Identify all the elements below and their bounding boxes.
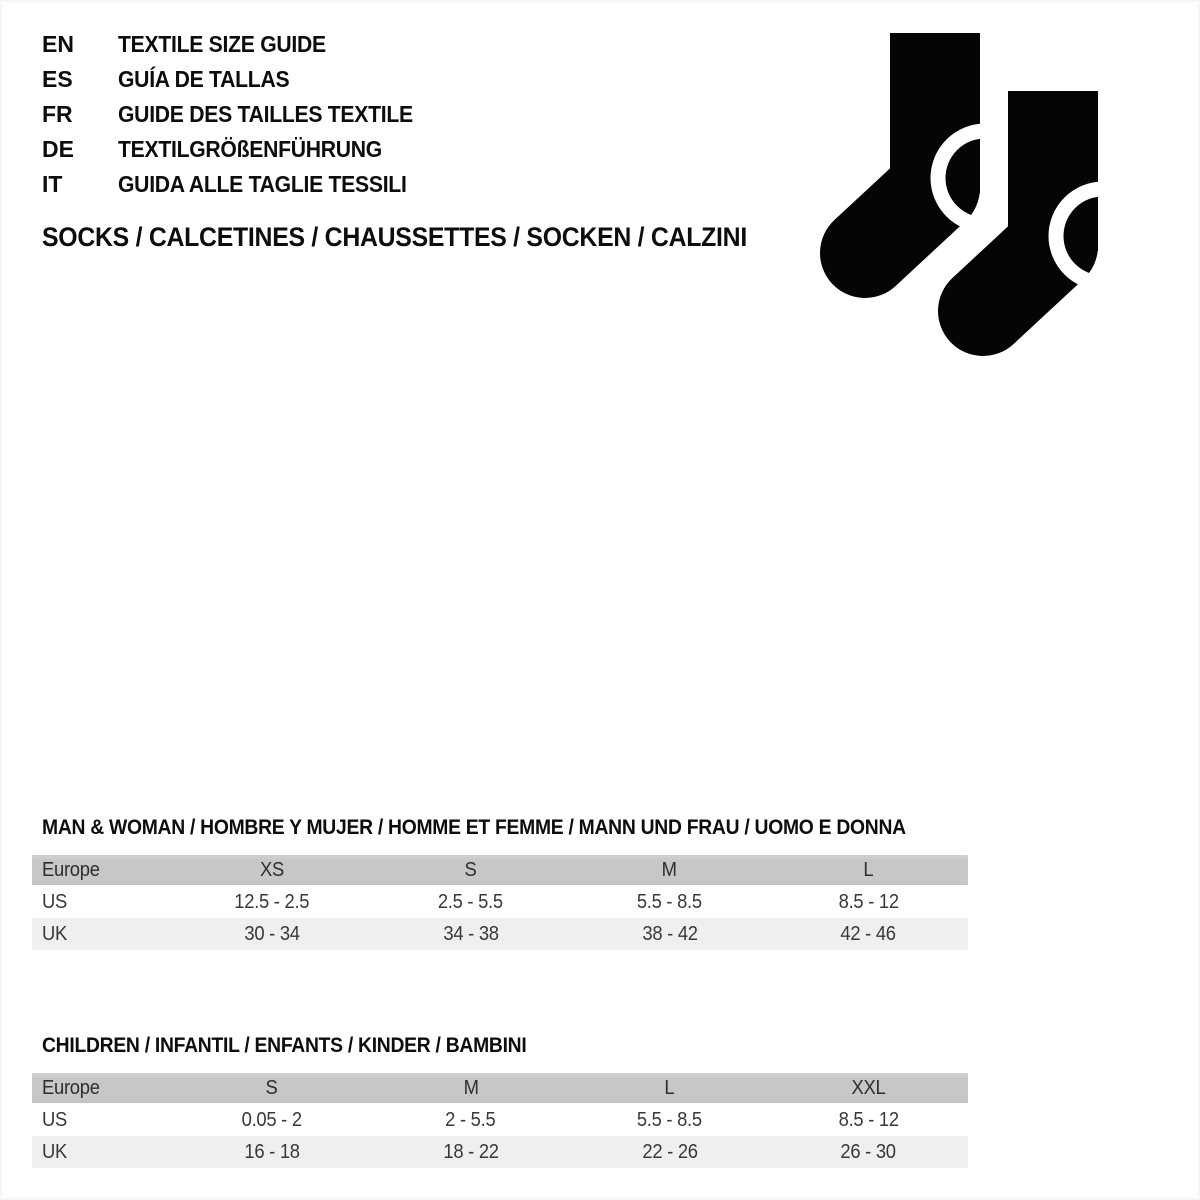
column-header: XXL [769,1073,968,1104]
language-code: FR [42,101,73,127]
column-header: S [371,855,570,886]
column-header: S [172,1073,371,1104]
language-title-list [42,27,439,202]
language-code: ES [42,66,73,92]
size-cell: 2 - 5.5 [445,1109,496,1131]
size-cell: 18 - 22 [443,1140,499,1163]
column-header: M [570,855,769,886]
language-title: GUIDE DES TAILLES TEXTILE [118,101,413,127]
language-title: GUIDA ALLE TAGLIE TESSILI [118,171,407,197]
size-cell: 38 - 42 [641,922,698,945]
size-table [32,855,968,950]
column-header: M [371,1073,570,1104]
column-header: Europe [32,855,172,886]
size-cell: 22 - 26 [641,1140,698,1163]
size-cell: 16 - 18 [244,1140,300,1163]
table-title: MAN & WOMAN / HOMBRE Y MUJER / HOMME ET FEMME / MANN UND FRAU / UOMO E DONNA [42,816,906,839]
language-title: TEXTILE SIZE GUIDE [118,31,326,57]
language-title: GUÍA DE TALLAS [118,66,290,92]
table-header-row [32,1073,968,1104]
size-table-children [32,1035,968,1168]
language-code: DE [42,136,74,162]
column-header: L [570,1073,769,1104]
size-table [32,1073,968,1168]
table-row [32,886,968,918]
row-label: US [42,891,68,913]
size-table-man-woman [32,817,968,950]
row-label: UK [42,922,68,945]
size-cell: 8.5 - 12 [838,891,899,913]
table-row [32,1104,968,1136]
language-code: IT [42,171,63,197]
size-cell: 30 - 34 [244,922,300,945]
size-cell: 12.5 - 2.5 [234,891,310,913]
size-cell: 2.5 - 5.5 [438,891,504,913]
size-cell: 5.5 - 8.5 [637,1109,703,1131]
socks-icon [810,28,1120,368]
table-title: CHILDREN / INFANTIL / ENFANTS / KINDER / BAMBINI [42,1034,527,1057]
row-label: US [42,1109,68,1131]
column-header: L [769,855,968,886]
size-cell: 5.5 - 8.5 [637,891,703,913]
size-cell: 8.5 - 12 [838,1109,899,1131]
language-title: TEXTILGRÖßENFÜHRUNG [118,136,382,162]
category-line: SOCKS / CALCETINES / CHAUSSETTES / SOCKEN / CALZINI [42,222,747,252]
size-cell: 34 - 38 [443,922,499,945]
column-header: XS [172,855,371,886]
size-cell: 0.05 - 2 [241,1109,302,1131]
table-header-row [32,855,968,886]
size-cell: 42 - 46 [840,922,897,945]
size-cell: 26 - 30 [840,1140,897,1163]
column-header: Europe [32,1073,172,1104]
row-label: UK [42,1140,68,1163]
table-row [32,918,968,950]
table-row [32,1136,968,1168]
language-code: EN [42,31,74,57]
